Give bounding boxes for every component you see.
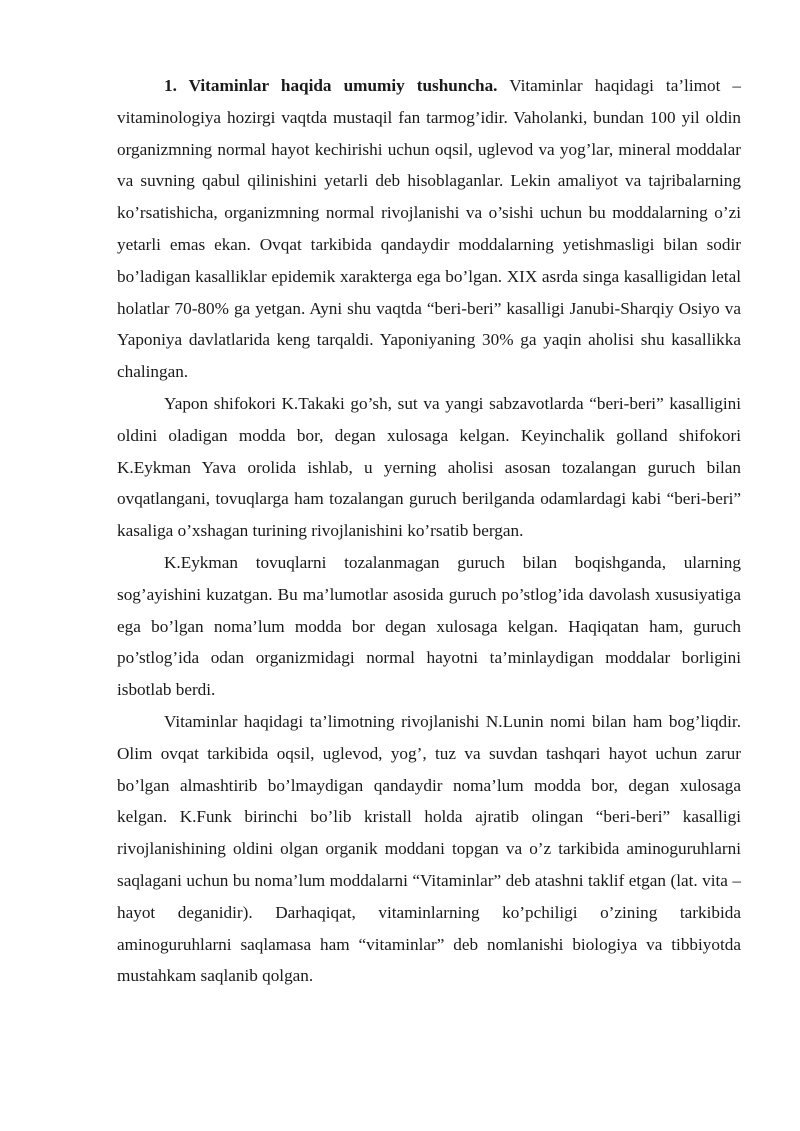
paragraph-intro	[117, 70, 741, 388]
document-body	[117, 70, 741, 992]
section-heading: 1. Vitaminlar haqida umumiy tushuncha.	[164, 76, 498, 95]
paragraph-takaki: Yapon shifokori K.Takaki go’sh, sut va yangi sabzavotlarda “beri-beri” kasalligini oldini oladigan modda bor, degan xulosaga kelgan. Keyinchalik golland shifokori K.Eykman Yava orolida ishlab, u yerning aholisi asosan tozalangan guruch bilan ovqatlangani, tovuqlarga ham tozalangan guruch berilganda odamlardagi kabi “beri-beri” kasaliga o’xshagan turining rivojlanishini ko’rsatib bergan.	[117, 393, 741, 541]
paragraph-text: Vitaminlar haqidagi ta’limot – vitaminologiya hozirgi vaqtda mustaqil fan tarmog’idir. Vaholanki, bundan 100 yil oldin organizmning normal hayot kechirishi uchun oqsil, uglevod va yog’lar, mineral moddalar va suvning qabul qilinishini yetarli deb hisoblaganlar. Lekin amaliyot va tajribalarning ko’rsatishicha, organizmning normal rivojlanishi va o’sishi uchun bu moddalarning o’zi yetarli emas ekan. Ovqat tarkibida qandaydir moddalarning yetishmasligi bilan sodir bo’ladigan kasalliklar epidemik xarakterga ega bo’lgan. XIX asrda singa kasalligidan letal holatlar 70-80% ga yetgan. Ayni shu vaqtda “beri-beri” kasalligi Janubi-Sharqiy Osiyo va Yaponiya davlatlarida keng tarqaldi. Yaponiyaning 30% ga yaqin aholisi shu kasallikka chalingan.	[117, 76, 741, 382]
paragraph-eykman: K.Eykman tovuqlarni tozalanmagan guruch bilan boqishganda, ularning sog’ayishini kuzatgan. Bu ma’lumotlar asosida guruch po’stlog’ida davolash xususiyatiga ega bo’lgan noma’lum modda bor degan xulosaga kelgan. Haqiqatan ham, guruch po’stlog’ida odan organizmidagi normal hayotni ta’minlaydigan moddalar borligini isbotlab berdi.	[117, 552, 741, 700]
paragraph-lunin-funk: Vitaminlar haqidagi ta’limotning rivojlanishi N.Lunin nomi bilan ham bog’liqdir. Olim ovqat tarkibida oqsil, uglevod, yog’, tuz va suvdan tashqari hayot uchun zarur bo’lgan almashtirib bo’lmaydigan qandaydir noma’lum modda bor, degan xulosaga kelgan. K.Funk birinchi bo’lib kristall holda ajratib olingan “beri-beri” kasalligi rivojlanishining oldini olgan organik moddani topgan va o’z tarkibida aminoguruhlarni saqlagani uchun bu noma’lum moddalarni “Vitaminlar” deb atashni taklif etgan (lat. vita – hayot deganidir). Darhaqiqat, vitaminlarning ko’pchiligi o’zining tarkibida aminoguruhlarni saqlamasa ham “vitaminlar” deb nomlanishi biologiya va tibbiyotda mustahkam saqlanib qolgan.	[117, 711, 741, 986]
